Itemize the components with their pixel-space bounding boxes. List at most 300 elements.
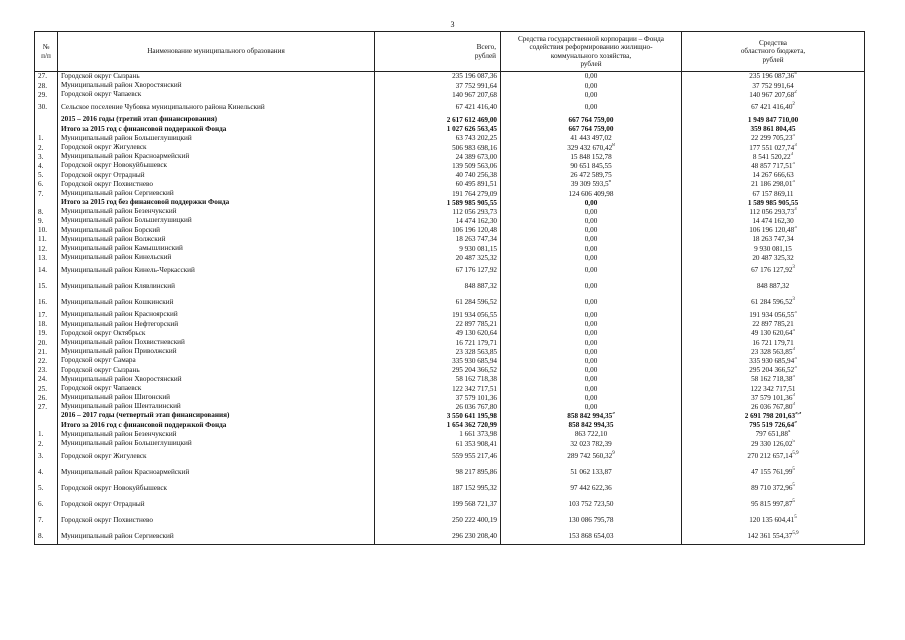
regional-amount-text: 14 474 162,30 <box>752 217 794 226</box>
fund-amount-text: 0,00 <box>584 217 598 226</box>
municipality-name <box>58 480 375 496</box>
total-amount <box>375 357 501 366</box>
header-name: Наименование муниципального образования <box>58 32 375 72</box>
fund-amount <box>501 198 682 207</box>
fund-amount <box>501 125 682 134</box>
municipality-name-text: Муниципальный район Большеглушицкий <box>61 133 192 142</box>
regional-amount <box>682 338 865 347</box>
regional-amount <box>682 72 865 82</box>
header-total: Всего, рублей <box>375 32 501 72</box>
table-row <box>35 402 865 411</box>
total-amount-text: 296 230 208,40 <box>452 532 497 541</box>
regional-amount <box>682 180 865 189</box>
regional-amount-text: 270 212 657,14 <box>747 452 793 461</box>
row-number <box>35 347 58 356</box>
total-amount <box>375 125 501 134</box>
municipality-name <box>58 116 375 125</box>
fund-amount <box>501 72 682 82</box>
fund-amount-text: 0,00 <box>584 244 598 253</box>
total-amount <box>375 279 501 295</box>
regional-amount-text: 8 541 520,22 <box>752 152 791 161</box>
table-row <box>35 464 865 480</box>
fund-amount <box>501 311 682 320</box>
fund-amount <box>501 439 682 448</box>
total-amount <box>375 512 501 528</box>
municipality-name <box>58 402 375 411</box>
table-row <box>35 81 865 90</box>
fund-amount <box>501 329 682 338</box>
table-row <box>35 311 865 320</box>
total-amount <box>375 402 501 411</box>
row-number-text: 29. <box>38 90 47 99</box>
total-amount <box>375 412 501 421</box>
fund-amount <box>501 393 682 402</box>
fund-amount-text: 0,00 <box>584 338 598 347</box>
municipality-name-text: Итого за 2015 год с финансовой поддержкой Фонда <box>61 124 227 133</box>
row-number <box>35 217 58 226</box>
footnote-marker: 3 <box>792 347 795 352</box>
municipality-name <box>58 430 375 439</box>
footnote-marker: 5 <box>794 515 797 521</box>
fund-amount-text: 0,00 <box>584 266 598 275</box>
regional-amount <box>682 480 865 496</box>
footnote-marker: 5 <box>792 483 795 489</box>
fund-amount-text: 0,00 <box>584 103 598 112</box>
municipality-name <box>58 162 375 171</box>
table-row <box>35 143 865 152</box>
fund-amount <box>501 143 682 152</box>
row-number <box>35 171 58 180</box>
fund-amount-text: 0,00 <box>584 298 598 307</box>
municipality-name <box>58 347 375 356</box>
total-amount <box>375 189 501 198</box>
fund-amount <box>501 226 682 235</box>
fund-amount-text: 0,00 <box>584 90 598 99</box>
row-number-text: 4. <box>38 161 44 170</box>
footnote-marker: 3 <box>792 328 795 334</box>
municipality-name <box>58 496 375 512</box>
total-amount-text: 14 474 162,30 <box>455 217 497 226</box>
municipality-name <box>58 464 375 480</box>
regional-amount-text: 20 487 325,32 <box>752 253 794 262</box>
fund-amount-text: 32 023 782,39 <box>570 439 612 448</box>
municipality-name-text: Городской округ Жигулевск <box>61 451 147 460</box>
total-amount-text: 1 027 626 563,45 <box>446 125 497 134</box>
table-row <box>35 180 865 189</box>
row-number-text: 21. <box>38 347 47 356</box>
fund-amount-text: 0,00 <box>584 81 598 90</box>
regional-amount <box>682 311 865 320</box>
fund-amount-text: 15 848 152,78 <box>570 152 612 161</box>
municipality-name-text: Муниципальный район Большеглушицкий <box>61 216 192 225</box>
regional-amount <box>682 357 865 366</box>
regional-amount <box>682 217 865 226</box>
row-number-text: 24. <box>38 375 47 384</box>
footnote-marker: 8 <box>608 179 612 185</box>
regional-amount <box>682 279 865 295</box>
total-amount-text: 37 752 991,64 <box>455 81 497 90</box>
table-row <box>35 189 865 198</box>
municipality-name <box>58 171 375 180</box>
regional-amount-text: 61 284 596,52 <box>751 298 793 307</box>
municipality-name <box>58 125 375 134</box>
regional-amount <box>682 375 865 384</box>
regional-amount-text: 848 887,32 <box>756 282 790 291</box>
total-amount-text: 58 162 718,38 <box>455 375 497 384</box>
total-amount <box>375 134 501 143</box>
municipality-name-text: Муниципальный район Клявлинский <box>61 281 175 290</box>
footnote-marker: 3 <box>794 356 797 361</box>
municipality-name-text: Городской округ Новокуйбышевск <box>61 483 168 492</box>
municipality-name-text: Муниципальный район Безенчукский <box>61 430 177 438</box>
table-row <box>35 100 865 116</box>
row-number-text: 7. <box>38 516 44 525</box>
row-number <box>35 448 58 464</box>
regional-amount <box>682 207 865 216</box>
footnote-marker: 3 <box>792 179 795 185</box>
regional-amount-text: 795 519 726,64 <box>749 421 795 430</box>
footnote-marker: 4 <box>794 71 797 77</box>
footnote-marker: 9 <box>612 411 615 417</box>
table-summary-row <box>35 125 865 134</box>
total-amount-text: 98 217 895,86 <box>455 468 497 477</box>
fund-amount <box>501 338 682 347</box>
regional-amount-text: 1 949 847 710,00 <box>747 116 799 125</box>
total-amount <box>375 235 501 244</box>
row-number <box>35 439 58 448</box>
total-amount <box>375 244 501 253</box>
financing-table <box>34 31 865 545</box>
regional-amount-text: 2 691 798 201,63 <box>744 412 796 421</box>
table-row <box>35 152 865 161</box>
total-amount <box>375 81 501 90</box>
row-number-text: 5. <box>38 484 44 493</box>
fund-amount <box>501 347 682 356</box>
row-number-text: 5. <box>38 171 44 180</box>
regional-amount-text: 18 263 747,34 <box>752 235 794 244</box>
fund-amount <box>501 480 682 496</box>
row-number <box>35 528 58 545</box>
municipality-name <box>58 143 375 152</box>
fund-amount <box>501 235 682 244</box>
fund-amount-text: 0,00 <box>584 347 598 356</box>
municipality-name-text: Муниципальный район Безенчукский <box>61 207 177 216</box>
regional-amount <box>682 162 865 171</box>
municipality-name-text: Муниципальный район Красноармейский <box>61 467 190 476</box>
header-regional: Средства областного бюджета, рублей <box>682 32 865 72</box>
municipality-name <box>58 393 375 402</box>
municipality-name <box>58 263 375 279</box>
regional-amount-text: 58 162 718,38 <box>751 375 793 384</box>
regional-amount-text: 14 267 666,63 <box>752 171 794 180</box>
regional-amount <box>682 421 865 430</box>
fund-amount <box>501 496 682 512</box>
footnote-marker: 4 <box>787 430 791 435</box>
total-amount <box>375 180 501 189</box>
total-amount <box>375 338 501 347</box>
row-number <box>35 253 58 262</box>
total-amount-text: 112 056 293,73 <box>452 207 497 216</box>
table-row <box>35 72 865 82</box>
total-amount-text: 848 887,32 <box>464 282 497 291</box>
municipality-name-text: Муниципальный район Шигонский <box>61 393 171 402</box>
row-number-text: 3. <box>38 152 44 161</box>
total-amount <box>375 448 501 464</box>
row-number <box>35 198 58 207</box>
fund-amount <box>501 512 682 528</box>
municipality-name-text: Муниципальный район Большеглушицкий <box>61 439 192 447</box>
row-number <box>35 412 58 421</box>
total-amount-text: 9 930 081,15 <box>459 244 497 253</box>
regional-amount <box>682 90 865 99</box>
total-amount <box>375 171 501 180</box>
municipality-name-text: Муниципальный район Кошкинский <box>61 297 174 306</box>
row-number <box>35 357 58 366</box>
municipality-name <box>58 189 375 198</box>
row-number-text: 8. <box>38 207 44 216</box>
table-row <box>35 279 865 295</box>
fund-amount <box>501 430 682 439</box>
municipality-name-text: 2016 – 2017 годы (четвертый этап финансирования) <box>61 411 230 420</box>
fund-amount <box>501 263 682 279</box>
table-row <box>35 512 865 528</box>
fund-amount <box>501 402 682 411</box>
total-amount <box>375 393 501 402</box>
fund-amount-text: 329 432 670,42 <box>567 143 613 152</box>
fund-amount-text: 124 606 409,98 <box>568 189 614 198</box>
regional-amount <box>682 189 865 198</box>
footnote-marker: 5,9 <box>792 531 799 537</box>
table-header-row <box>35 32 865 72</box>
row-number <box>35 134 58 143</box>
footnote-marker: 3 <box>792 374 795 380</box>
municipality-name <box>58 100 375 116</box>
fund-amount-text: 858 842 994,35 <box>568 421 614 430</box>
total-amount-text: 16 721 179,71 <box>455 338 497 347</box>
table-body <box>35 72 865 545</box>
row-number <box>35 189 58 198</box>
row-number-text: 27. <box>38 72 47 81</box>
total-amount-text: 122 342 717,51 <box>452 384 497 393</box>
municipality-name <box>58 90 375 99</box>
municipality-name-text: Муниципальный район Камышлинский <box>61 244 183 252</box>
regional-amount <box>682 347 865 356</box>
total-amount-text: 61 284 596,52 <box>455 298 497 307</box>
table-row <box>35 134 865 143</box>
row-number <box>35 125 58 134</box>
fund-amount <box>501 421 682 430</box>
fund-amount <box>501 412 682 421</box>
total-amount-text: 235 196 087,36 <box>452 72 497 81</box>
municipality-name-text: Сельское поселение Чубовка муниципального района Кинельский <box>61 102 265 111</box>
table-row <box>35 226 865 235</box>
table-row <box>35 253 865 262</box>
regional-amount-text: 16 721 179,71 <box>752 338 794 347</box>
fund-amount <box>501 320 682 329</box>
total-amount <box>375 295 501 311</box>
footnote-marker: 2 <box>794 90 797 95</box>
municipality-name-text: 2015 – 2016 годы (третий этап финансирования) <box>61 115 217 124</box>
row-number-text: 16. <box>38 298 47 307</box>
table-row <box>35 295 865 311</box>
footnote-marker: 3 <box>790 152 794 157</box>
row-number-text: 23. <box>38 366 47 375</box>
fund-amount <box>501 464 682 480</box>
total-amount-text: 139 509 563,06 <box>452 161 497 170</box>
total-amount-text: 559 955 217,46 <box>452 452 497 461</box>
table-row <box>35 162 865 171</box>
row-number-text: 22. <box>38 356 47 365</box>
regional-amount <box>682 528 865 545</box>
footnote-marker: 2 <box>792 102 795 108</box>
table-row <box>35 375 865 384</box>
row-number <box>35 329 58 338</box>
regional-amount <box>682 152 865 161</box>
total-amount <box>375 366 501 375</box>
table-row <box>35 480 865 496</box>
row-number-text: 13. <box>38 253 47 262</box>
regional-amount <box>682 143 865 152</box>
fund-amount-text: 41 443 497,02 <box>570 134 612 143</box>
row-number-text: 15. <box>38 282 47 291</box>
municipality-name <box>58 357 375 366</box>
total-amount <box>375 329 501 338</box>
fund-amount-text: 0,00 <box>584 366 598 375</box>
row-number <box>35 152 58 161</box>
regional-amount <box>682 116 865 125</box>
total-amount-text: 506 983 698,16 <box>452 143 497 152</box>
fund-amount-text: 0,00 <box>584 72 598 81</box>
regional-amount <box>682 430 865 439</box>
regional-amount-text: 235 196 087,36 <box>749 72 795 81</box>
municipality-name-text: Городской округ Похвистнево <box>61 515 153 524</box>
total-amount-text: 2 617 612 469,00 <box>446 116 497 125</box>
regional-amount <box>682 263 865 279</box>
footnote-marker: 9 <box>794 420 797 426</box>
total-amount-text: 191 764 279,09 <box>452 189 497 198</box>
row-number <box>35 100 58 116</box>
fund-amount <box>501 366 682 375</box>
total-amount-text: 191 934 056,55 <box>452 311 497 320</box>
municipality-name-text: Городской округ Чапаевск <box>61 384 142 392</box>
fund-amount-text: 103 752 723,50 <box>568 500 614 509</box>
municipality-name <box>58 217 375 226</box>
regional-amount <box>682 384 865 393</box>
table-row <box>35 235 865 244</box>
total-amount-text: 61 353 908,41 <box>455 439 497 448</box>
total-amount-text: 49 130 620,64 <box>455 329 497 338</box>
municipality-name-text: Муниципальный район Кинельский <box>61 253 172 262</box>
total-amount-text: 106 196 120,48 <box>452 226 497 235</box>
municipality-name-text: Городской округ Новокуйбышевск <box>61 161 168 170</box>
fund-amount <box>501 244 682 253</box>
row-number <box>35 279 58 295</box>
row-number <box>35 162 58 171</box>
fund-amount-text: 153 868 654,03 <box>568 532 614 541</box>
fund-amount <box>501 81 682 90</box>
table-row <box>35 393 865 402</box>
total-amount-text: 1 589 985 905,55 <box>446 198 497 207</box>
municipality-name-text: Муниципальный район Красноярский <box>61 310 178 319</box>
row-number <box>35 207 58 216</box>
municipality-name-text: Городской округ Похвистнево <box>61 179 153 188</box>
header-fund: Средства государственной корпорации – Фонда содействия реформированию жилищно- коммунального хозяйства, рублей <box>501 32 682 72</box>
footnote-marker: 3 <box>792 161 795 166</box>
row-number-text: 11. <box>38 235 47 244</box>
row-number-text: 18. <box>38 320 47 329</box>
table-row <box>35 263 865 279</box>
row-number-text: 27. <box>38 402 47 411</box>
regional-amount-text: 89 710 372,96 <box>751 484 793 493</box>
fund-amount <box>501 162 682 171</box>
row-number <box>35 180 58 189</box>
municipality-name <box>58 320 375 329</box>
municipality-name-text: Муниципальный район Хворостянский <box>61 374 182 383</box>
total-amount <box>375 217 501 226</box>
municipality-name <box>58 152 375 161</box>
total-amount <box>375 116 501 125</box>
fund-amount <box>501 375 682 384</box>
row-number-text: 9. <box>38 217 44 226</box>
footnote-marker: 5 <box>792 439 795 444</box>
total-amount-text: 1 661 373,98 <box>459 430 497 439</box>
row-number-text: 17. <box>38 311 47 320</box>
row-number-text: 2. <box>38 439 44 448</box>
regional-amount <box>682 512 865 528</box>
regional-amount <box>682 448 865 464</box>
footnote-marker: 3 <box>794 143 797 148</box>
table-row <box>35 329 865 338</box>
regional-amount <box>682 496 865 512</box>
fund-amount-text: 97 442 622,36 <box>570 484 612 493</box>
regional-amount-text: 177 551 027,74 <box>749 143 795 152</box>
regional-amount <box>682 393 865 402</box>
total-amount-text: 22 897 785,21 <box>455 320 497 329</box>
fund-amount-text: 0,00 <box>584 393 598 402</box>
total-amount <box>375 464 501 480</box>
regional-amount-text: 191 934 056,55 <box>749 311 795 320</box>
municipality-name <box>58 72 375 82</box>
row-number-text: 26. <box>38 393 47 402</box>
footnote-marker: 5 <box>792 499 795 505</box>
row-number-text: 19. <box>38 329 47 338</box>
total-amount <box>375 384 501 393</box>
fund-amount-text: 0,00 <box>584 375 598 384</box>
fund-amount <box>501 357 682 366</box>
fund-amount-text: 39 309 593,5 <box>570 180 609 189</box>
row-number-text: 12. <box>38 244 47 253</box>
municipality-name-text: Муниципальный район Нефтегорский <box>61 319 179 328</box>
regional-amount-text: 142 361 554,37 <box>747 532 793 541</box>
table-row <box>35 217 865 226</box>
table-row <box>35 347 865 356</box>
regional-amount-text: 1 589 985 905,55 <box>747 198 799 207</box>
total-amount <box>375 253 501 262</box>
table-row <box>35 384 865 393</box>
row-number <box>35 430 58 439</box>
row-number <box>35 384 58 393</box>
fund-amount <box>501 116 682 125</box>
row-number <box>35 421 58 430</box>
fund-amount <box>501 217 682 226</box>
regional-amount-text: 95 815 997,87 <box>751 500 793 509</box>
regional-amount <box>682 439 865 448</box>
municipality-name <box>58 421 375 430</box>
municipality-name <box>58 207 375 216</box>
regional-amount <box>682 402 865 411</box>
total-amount-text: 140 967 207,68 <box>452 90 497 99</box>
footnote-marker: 5 <box>792 467 795 473</box>
